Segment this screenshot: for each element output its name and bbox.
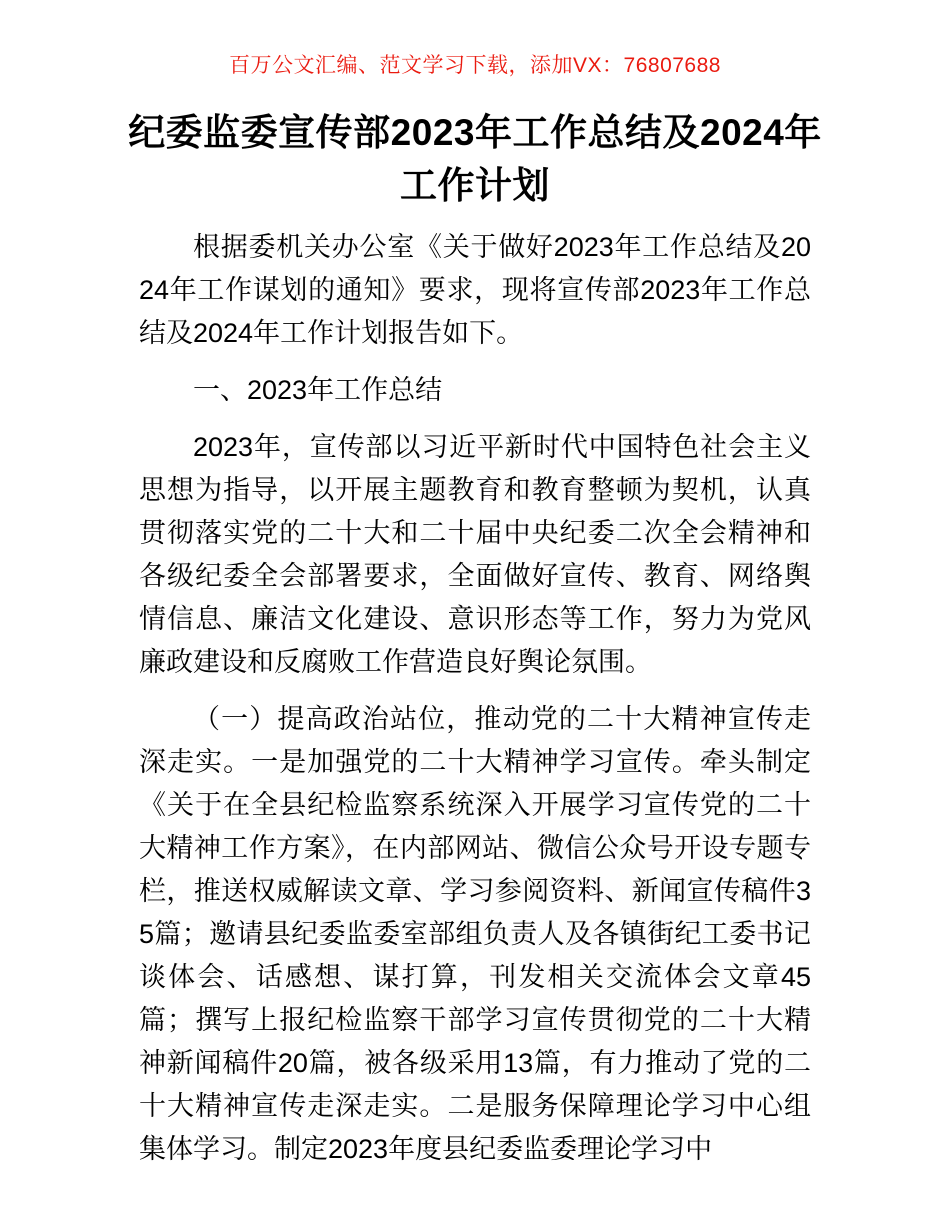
- document-body: [139, 226, 811, 1171]
- paragraph: 2023年，宣传部以习近平新时代中国特色社会主义思想为指导，以开展主题教育和教育整顿为契机，认真贯彻落实党的二十大和二十届中央纪委二次全会精神和各级纪委全会部署要求，全面做好宣传、教育、网络舆情信息、廉洁文化建设、意识形态等工作，努力为党风廉政建设和反腐败工作营造良好舆论氛围。: [139, 432, 811, 677]
- watermark-notice: 百万公文汇编、范文学习下载，添加VX：76807688: [229, 54, 721, 77]
- paragraph: （一）提高政治站位，推动党的二十大精神宣传走深走实。一是加强党的二十大精神学习宣传。牵头制定《关于在全县纪检监察系统深入开展学习宣传党的二十大精神工作方案》，在内部网站、微信公众号开设专题专栏，推送权威解读文章、学习参阅资料、新闻宣传稿件35篇；邀请县纪委监委室部组负责人及各镇街纪工委书记谈体会、话感想、谋打算，刊发相关交流体会文章45篇；撰写上报纪检监察干部学习宣传贯彻党的二十大精神新闻稿件20篇，被各级采用13篇，有力推动了党的二十大精神宣传走深走实。二是服务保障理论学习中心组集体学习。制定2023年度县纪委监委理论学习中: [139, 704, 811, 1164]
- section-heading: 一、2023年工作总结: [193, 375, 443, 405]
- page-title: 纪委监委宣传部2023年工作总结及2024年工作计划: [128, 112, 822, 206]
- paragraph: 根据委机关办公室《关于做好2023年工作总结及2024年工作谋划的通知》要求，现将宣传部2023年工作总结及2024年工作计划报告如下。: [139, 232, 811, 348]
